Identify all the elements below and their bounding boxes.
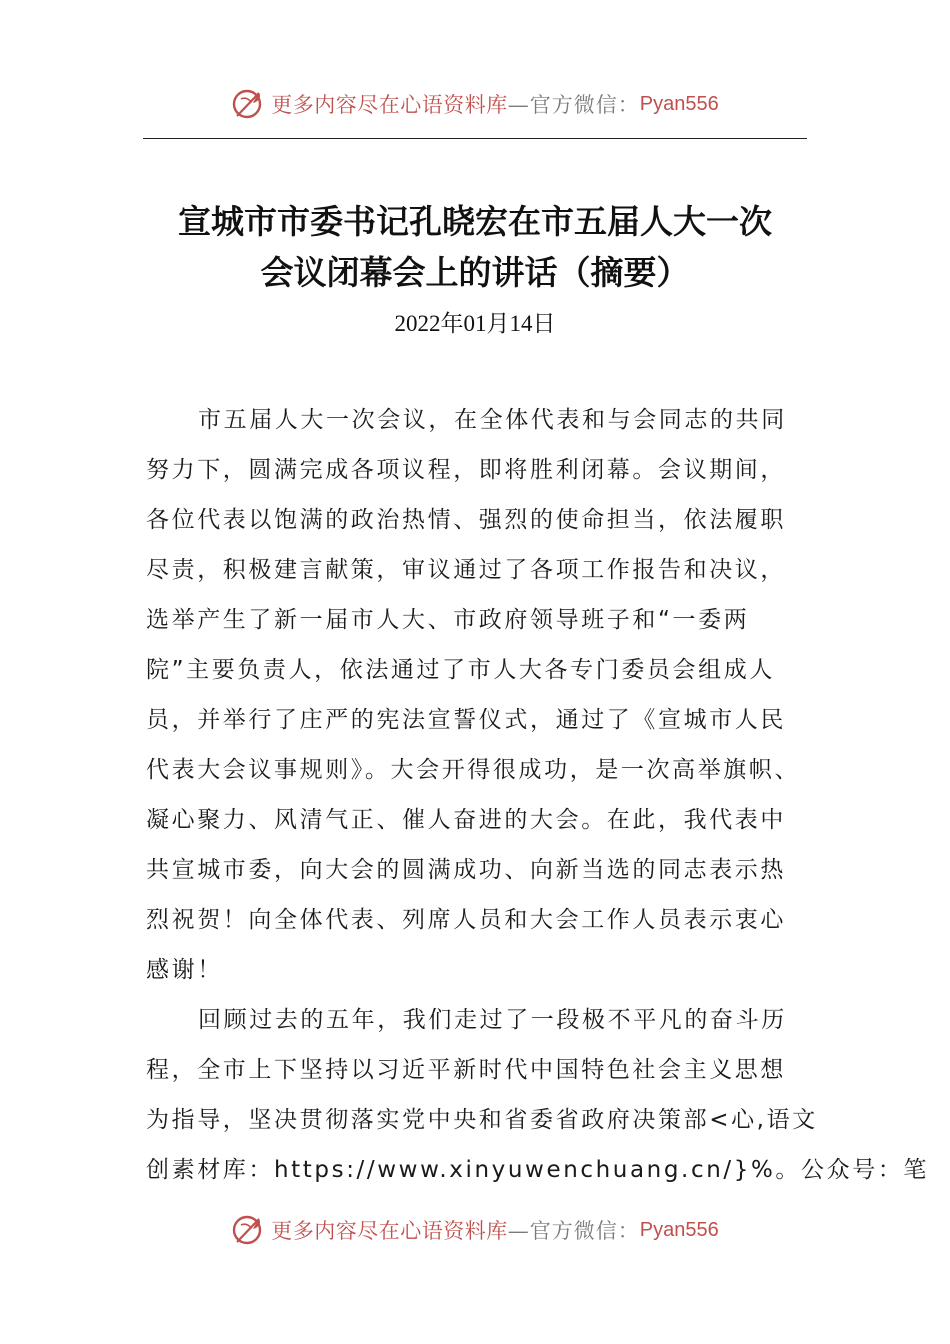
paragraph-1-line: 感谢！ (146, 957, 223, 983)
paragraph-1-line: 员，并举行了庄严的宪法宣誓仪式，通过了《宣城市人民 (146, 707, 786, 733)
paragraph-1-line: 各位代表以饱满的政治热情、强烈的使命担当，依法履职 (146, 507, 786, 533)
paragraph-1-line: 努力下，圆满完成各项议程，即将胜利闭幕。会议期间， (146, 457, 786, 483)
paragraph-1-line: 代表大会议事规则》。大会开得很成功，是一次高举旗帜、 (146, 757, 801, 783)
footer-watermark-banner (0, 1210, 950, 1250)
paragraph-2-line: 回顾过去的五年，我们走过了一段极不平凡的奋斗历 (198, 1007, 787, 1033)
document-title-line-1: 宣城市市委书记孔晓宏在市五届人大一次 (178, 202, 772, 241)
banner-wechat-label: —官方微信： (507, 93, 640, 117)
paragraph-2-line: 创素材库：https://www.xinyuwenchuang.cn/}%。公众号：笔 (146, 1157, 930, 1183)
banner-wechat-id: Pyan556 (639, 92, 719, 115)
paragraph-1-line: 选举产生了新一届市人大、市政府领导班子和“一委两 (146, 607, 750, 633)
paragraph-1-line: 共宣城市委，向大会的圆满成功、向新当选的同志表示热 (146, 857, 786, 883)
paragraph-1-line: 凝心聚力、风清气正、催人奋进的大会。在此，我代表中 (146, 807, 786, 833)
document-body (146, 395, 930, 1195)
banner-wechat-label: —官方微信： (507, 1219, 640, 1243)
paragraph-1-line: 烈祝贺！向全体代表、列席人员和大会工作人员表示衷心 (146, 907, 786, 933)
header-watermark-banner (0, 84, 950, 124)
quill-logo-icon (231, 1213, 265, 1247)
paragraph-1-line: 市五届人大一次会议，在全体代表和与会同志的共同 (198, 407, 787, 433)
quill-logo-icon (231, 87, 265, 121)
header-divider (143, 138, 807, 139)
paragraph-1-line: 尽责，积极建言献策，审议通过了各项工作报告和决议， (146, 557, 786, 583)
banner-title: 更多内容尽在心语资料库 (271, 1219, 508, 1243)
paragraph-1-line: 院”主要负责人，依法通过了市人大各专门委员会组成人 (146, 657, 775, 683)
document-title-line-2: 会议闭幕会上的讲话（摘要） (260, 253, 690, 292)
paragraph-2-line: 为指导，坚决贯彻落实党中央和省委省政府决策部<心,语文 (146, 1107, 818, 1133)
banner-wechat-id: Pyan556 (639, 1218, 719, 1241)
banner-title: 更多内容尽在心语资料库 (271, 93, 508, 117)
document-date: 2022年01月14日 (394, 311, 556, 336)
paragraph-2-line: 程，全市上下坚持以习近平新时代中国特色社会主义思想 (146, 1057, 786, 1083)
